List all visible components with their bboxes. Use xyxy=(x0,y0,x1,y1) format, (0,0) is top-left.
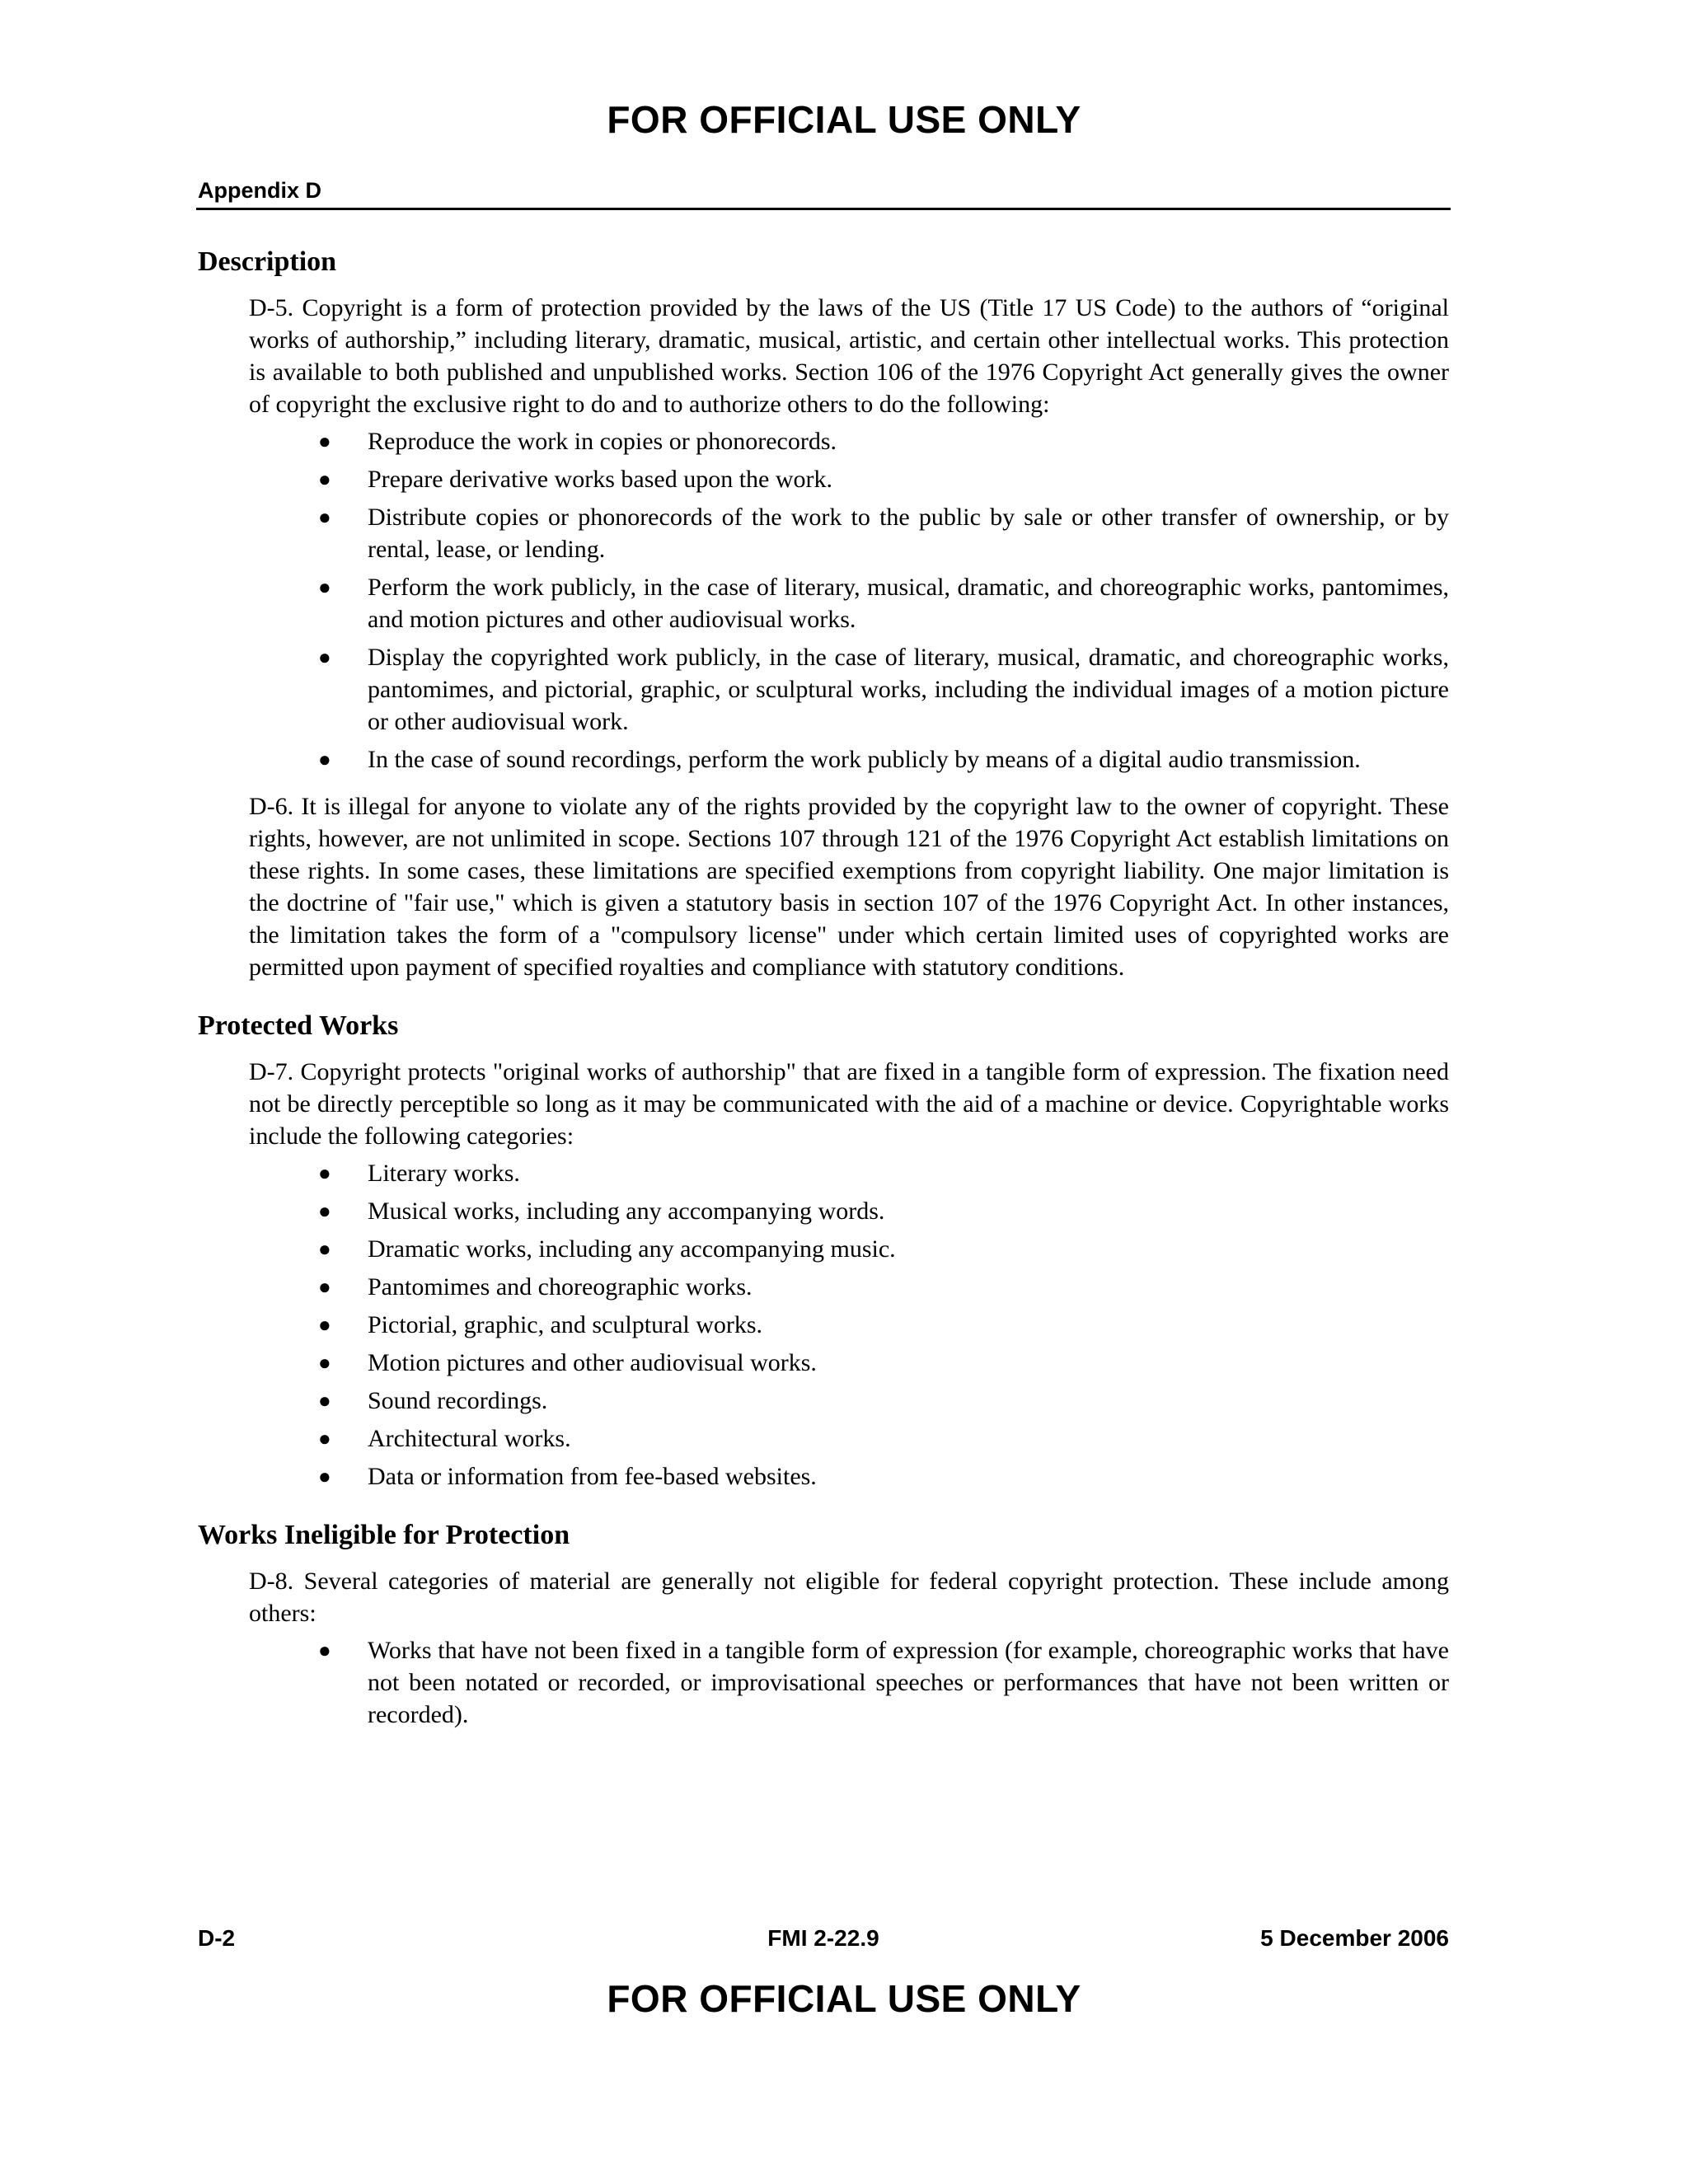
list-item: ● Musical works, including any accompanying words. xyxy=(368,1195,1449,1227)
list-item: ● Dramatic works, including any accompanying music. xyxy=(368,1233,1449,1265)
bullet-icon: ● xyxy=(318,1351,331,1375)
section-title-works-ineligible: Works Ineligible for Protection xyxy=(198,1520,570,1550)
bullet-icon: ● xyxy=(318,1465,331,1488)
paragraph-d6: D-6. It is illegal for anyone to violate any of the rights provided by the copyright law to the owner of copyright. These rights, however, are not unlimited in scope. Sections 107 through 121 of the 1976 Copyright Act establish limitations on these rights. In some cases, these limitations are specified exemptions from copyright liability. One major limitation is the doctrine of "fair use," which is given a statutory basis in section 107 of the 1976 Copyright Act. In other instances, the limitation takes the form of a "compulsory license" under which certain limited uses of copyrighted works are permitted upon payment of specified royalties and compliance with statutory conditions. xyxy=(249,793,1449,981)
section-title-protected-works: Protected Works xyxy=(198,1010,399,1041)
bullet-icon: ● xyxy=(318,467,331,491)
bullet-icon: ● xyxy=(318,748,331,771)
list-item: ● Architectural works. xyxy=(368,1422,1449,1455)
running-head: Appendix D xyxy=(198,178,322,203)
list-item: ● Display the copyrighted work publicly, in the case of literary, musical, dramatic, and choreographic works, pantomimes, and pictorial, graphic, or sculptural works, including the individual images of a motion picture or other audiovisual work. xyxy=(368,641,1449,738)
list-item: ● Works that have not been fixed in a tangible form of expression (for example, choreographic works that have not been notated or recorded, or improvisational speeches or performances that have not been written or recorded). xyxy=(368,1634,1449,1731)
bullet-icon: ● xyxy=(318,1275,331,1299)
bullet-list-d5 xyxy=(198,425,1449,776)
list-item: ● Pictorial, graphic, and sculptural works. xyxy=(368,1309,1449,1341)
list-item: ● Motion pictures and other audiovisual works. xyxy=(368,1347,1449,1379)
bullet-icon: ● xyxy=(318,1389,331,1413)
paragraph-d8: D-8. Several categories of material are generally not eligible for federal copyright protection. These include among others: xyxy=(249,1568,1449,1627)
list-item: ● Distribute copies or phonorecords of the work to the public by sale or other transfer of ownership, or by rental, lease, or lending. xyxy=(368,501,1449,565)
bullet-list-d7 xyxy=(198,1157,1449,1493)
bullet-icon: ● xyxy=(318,645,331,669)
bullet-list-d8 xyxy=(198,1634,1449,1731)
bullet-icon: ● xyxy=(318,575,331,599)
list-item: ● In the case of sound recordings, perform the work publicly by means of a digital audio transmission. xyxy=(368,743,1449,776)
header-rule xyxy=(196,208,1451,210)
classification-marking-top: FOR OFFICIAL USE ONLY xyxy=(607,98,1081,141)
list-item: ● Literary works. xyxy=(368,1157,1449,1189)
list-item: ● Pantomimes and choreographic works. xyxy=(368,1271,1449,1303)
footer-page-number: D-2 xyxy=(198,1925,236,1951)
list-item: ● Prepare derivative works based upon the work. xyxy=(368,463,1449,495)
footer-date: 5 December 2006 xyxy=(1260,1925,1449,1951)
list-item: ● Perform the work publicly, in the case of literary, musical, dramatic, and choreographic works, pantomimes, and motion pictures and other audiovisual works. xyxy=(368,571,1449,635)
bullet-icon: ● xyxy=(318,505,331,529)
bullet-icon: ● xyxy=(318,1638,331,1662)
bullet-icon: ● xyxy=(318,429,331,453)
bullet-icon: ● xyxy=(318,1161,331,1185)
bullet-icon: ● xyxy=(318,1237,331,1261)
footer-document-id: FMI 2-22.9 xyxy=(767,1925,879,1951)
bullet-icon: ● xyxy=(318,1199,331,1223)
paragraph-d5: D-5. Copyright is a form of protection provided by the laws of the US (Title 17 US Code) to the authors of “original works of authorship,” including literary, dramatic, musical, artistic, and certain other intellectual works. This protection is available to both published and unpublished works. Section 106 of the 1976 Copyright Act generally gives the owner of copyright the exclusive right to do and to authorize others to do the following: xyxy=(249,294,1449,418)
bullet-icon: ● xyxy=(318,1313,331,1337)
list-item: ● Reproduce the work in copies or phonorecords. xyxy=(368,425,1449,457)
paragraph-d7: D-7. Copyright protects "original works of authorship" that are fixed in a tangible form of expression. The fixation need not be directly perceptible so long as it may be communicated with the aid of a machine or device. Copyrightable works include the following categories: xyxy=(249,1058,1449,1150)
classification-marking-bottom: FOR OFFICIAL USE ONLY xyxy=(607,1977,1081,2020)
section-title-description: Description xyxy=(198,246,337,277)
list-item: ● Data or information from fee-based websites. xyxy=(368,1460,1449,1493)
bullet-icon: ● xyxy=(318,1427,331,1451)
list-item: ● Sound recordings. xyxy=(368,1385,1449,1417)
document-body xyxy=(198,244,1449,1736)
